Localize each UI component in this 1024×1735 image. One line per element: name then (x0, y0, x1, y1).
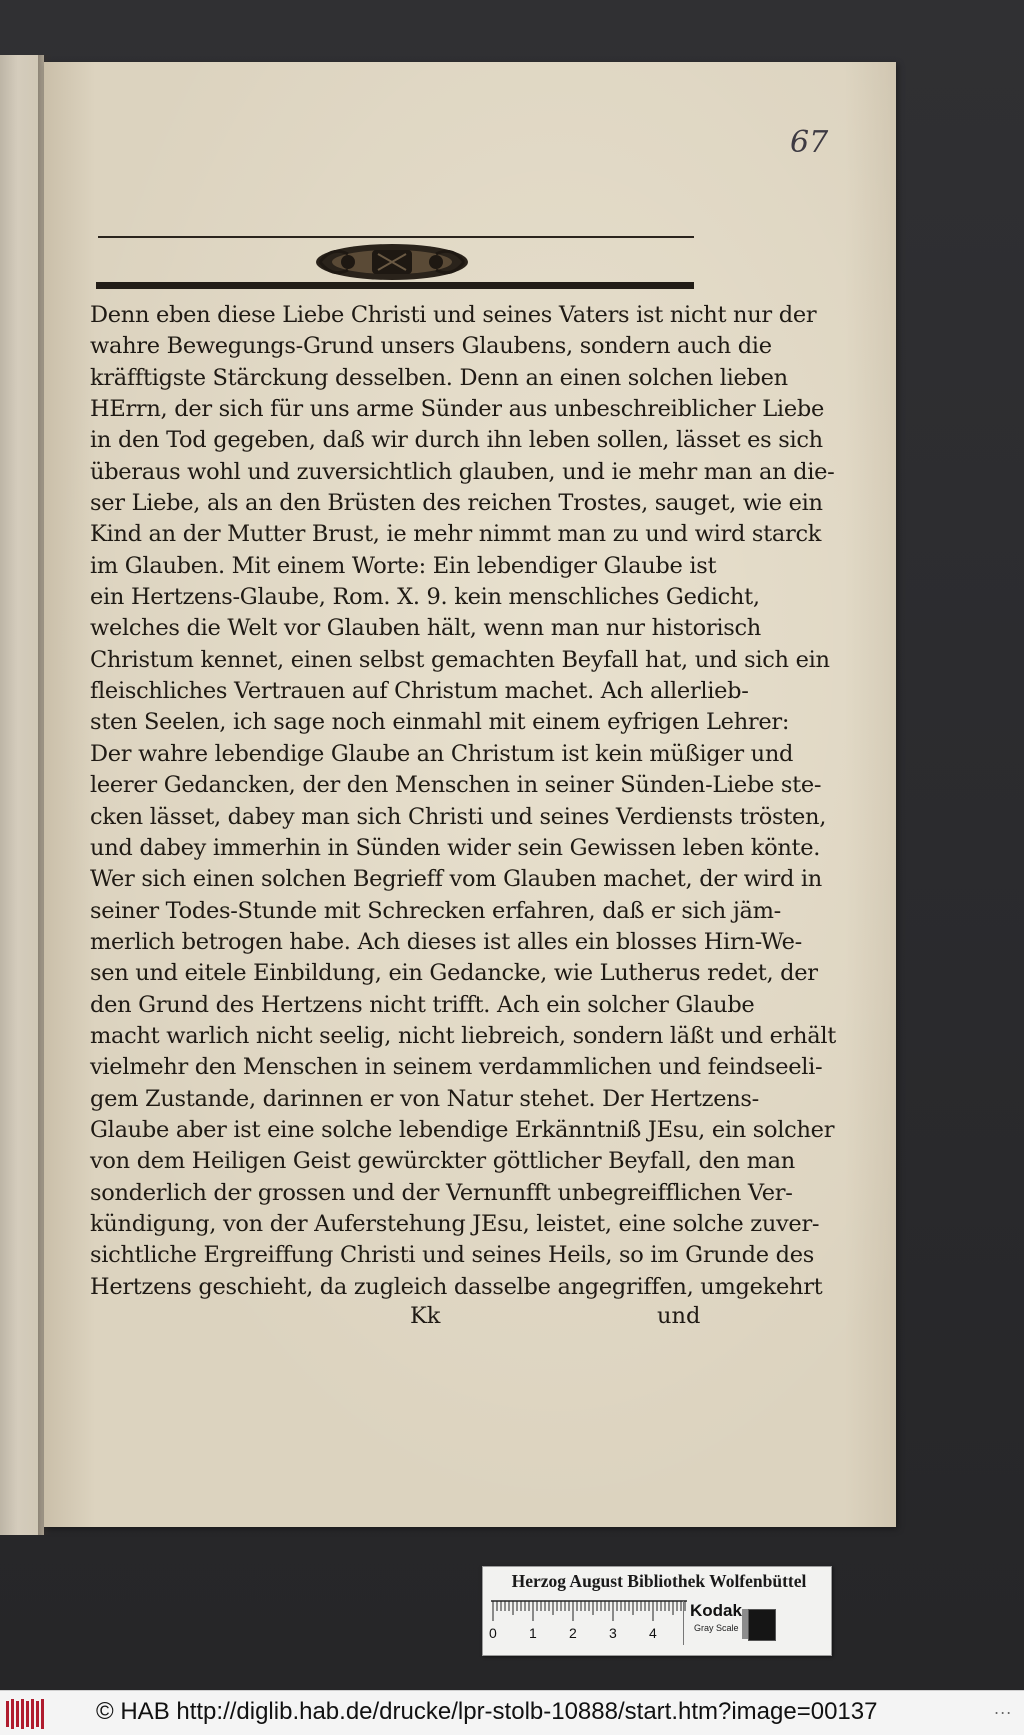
text-line: Wer sich einen solchen Begrieff vom Glauben machet, der wird in (90, 866, 822, 893)
kodak-brand: Kodak (690, 1601, 742, 1620)
text-line: und dabey immerhin in Sünden wider sein Gewissen leben könte. (90, 834, 821, 861)
text-line: cken lässet, dabey man sich Christi und seines Verdiensts trösten, (90, 803, 827, 830)
text-line: überaus wohl und zuversichtlich glauben, und ie mehr man an die- (90, 458, 835, 485)
text-line: ser Liebe, als an den Brüsten des reichen Trostes, sauget, wie ein (90, 490, 823, 517)
kodak-subtitle: Gray Scale (694, 1623, 739, 1633)
text-line: wahre Bewegungs-Grund unsers Glaubens, sondern auch die (90, 333, 772, 360)
header-rule-thin (98, 236, 694, 238)
card-title: Herzog August Bibliothek Wolfenbüttel (511, 1571, 807, 1591)
text-line: ein Hertzens-Glaube, Rom. X. 9. kein menschliches Gedicht, (90, 584, 760, 611)
text-line: Glaube aber ist eine solche lebendige Erkänntniß JEsu, ein solcher (90, 1116, 835, 1143)
text-line: sten Seelen, ich sage noch einmahl mit einem eyfrigen Lehrer: (90, 709, 790, 736)
kodak-gray-scale (683, 1601, 776, 1645)
catchword: und (657, 1303, 701, 1329)
text-line: gem Zustande, darinnen er von Natur stehet. Der Hertzens- (90, 1085, 759, 1112)
scale-number: 1 (529, 1625, 537, 1641)
text-line: Hertzens geschieht, da zugleich dasselbe angegriffen, umgekehrt (90, 1273, 823, 1300)
text-line: Kind an der Mutter Brust, ie mehr nimmt man zu und wird starck (90, 521, 822, 548)
text-line: im Glauben. Mit einem Worte: Ein lebendiger Glaube ist (90, 552, 717, 579)
viewer-footer (0, 1690, 1024, 1735)
text-line: von dem Heiligen Geist gewürckter göttlicher Beyfall, den man (90, 1148, 795, 1175)
text-line: merlich betrogen habe. Ach dieses ist alles ein blosses Hirn-We- (90, 928, 802, 955)
hab-logo-icon (4, 1697, 48, 1731)
text-line: welches die Welt vor Glauben hält, wenn man nur historisch (90, 615, 761, 642)
text-line: Christum kennet, einen selbst gemachten Beyfall hat, und sich ein (90, 646, 830, 673)
text-line: macht warlich nicht seelig, nicht liebreich, sondern läßt und erhält (90, 1022, 836, 1049)
ruler-scale (489, 1599, 689, 1639)
scale-number: 0 (489, 1625, 497, 1641)
scale-number: 4 (649, 1625, 657, 1641)
color-reference-card (482, 1566, 832, 1656)
text-line: vielmehr den Menschen in seinem verdammlichen und feindseeli- (90, 1054, 823, 1081)
more-options-icon[interactable]: ... (994, 1699, 1013, 1718)
gray-swatch-dark (748, 1609, 776, 1641)
scale-number: 3 (609, 1625, 617, 1641)
text-line: Denn eben diese Liebe Christi und seines Vaters ist nicht nur der (90, 302, 817, 328)
folio-number: 67 (790, 125, 829, 160)
text-line: in den Tod gegeben, daß wir durch ihn leben sollen, lässet es sich (90, 427, 823, 454)
text-line: HErrn, der sich für uns arme Sünder aus unbeschreiblicher Liebe (90, 396, 824, 423)
text-line: den Grund des Hertzens nicht trifft. Ach ein solcher Glaube (90, 991, 755, 1018)
text-line: Der wahre lebendige Glaube an Christum ist kein müßiger und (90, 740, 794, 767)
text-line: kräfftigste Stärckung desselben. Denn an einen solchen lieben (90, 364, 788, 391)
permalink[interactable]: © HAB http://diglib.hab.de/drucke/lpr-stolb-10888/start.htm?image=00137 (96, 1698, 878, 1725)
text-line: seiner Todes-Stunde mit Schrecken erfahren, daß er sich jäm- (90, 897, 781, 924)
text-line: sen und eitele Einbildung, ein Gedancke, wie Lutherus redet, der (90, 960, 818, 987)
page-text (90, 300, 836, 1303)
text-line: fleischliches Vertrauen auf Christum machet. Ach allerlieb- (90, 678, 749, 705)
text-line: sichtliche Ergreiffung Christi und seines Heils, so im Grunde des (90, 1242, 815, 1269)
text-line: sonderlich der grossen und der Vernunfft unbegreifflichen Ver- (90, 1179, 793, 1206)
signature-mark: Kk (410, 1303, 441, 1329)
text-line: leerer Gedancken, der den Menschen in seiner Sünden-Liebe ste- (90, 772, 822, 799)
ornament-headpiece (312, 240, 472, 284)
header-rule-thick (96, 282, 694, 289)
text-line: kündigung, von der Auferstehung JEsu, leistet, eine solche zuver- (90, 1210, 820, 1237)
scale-number: 2 (569, 1625, 577, 1641)
